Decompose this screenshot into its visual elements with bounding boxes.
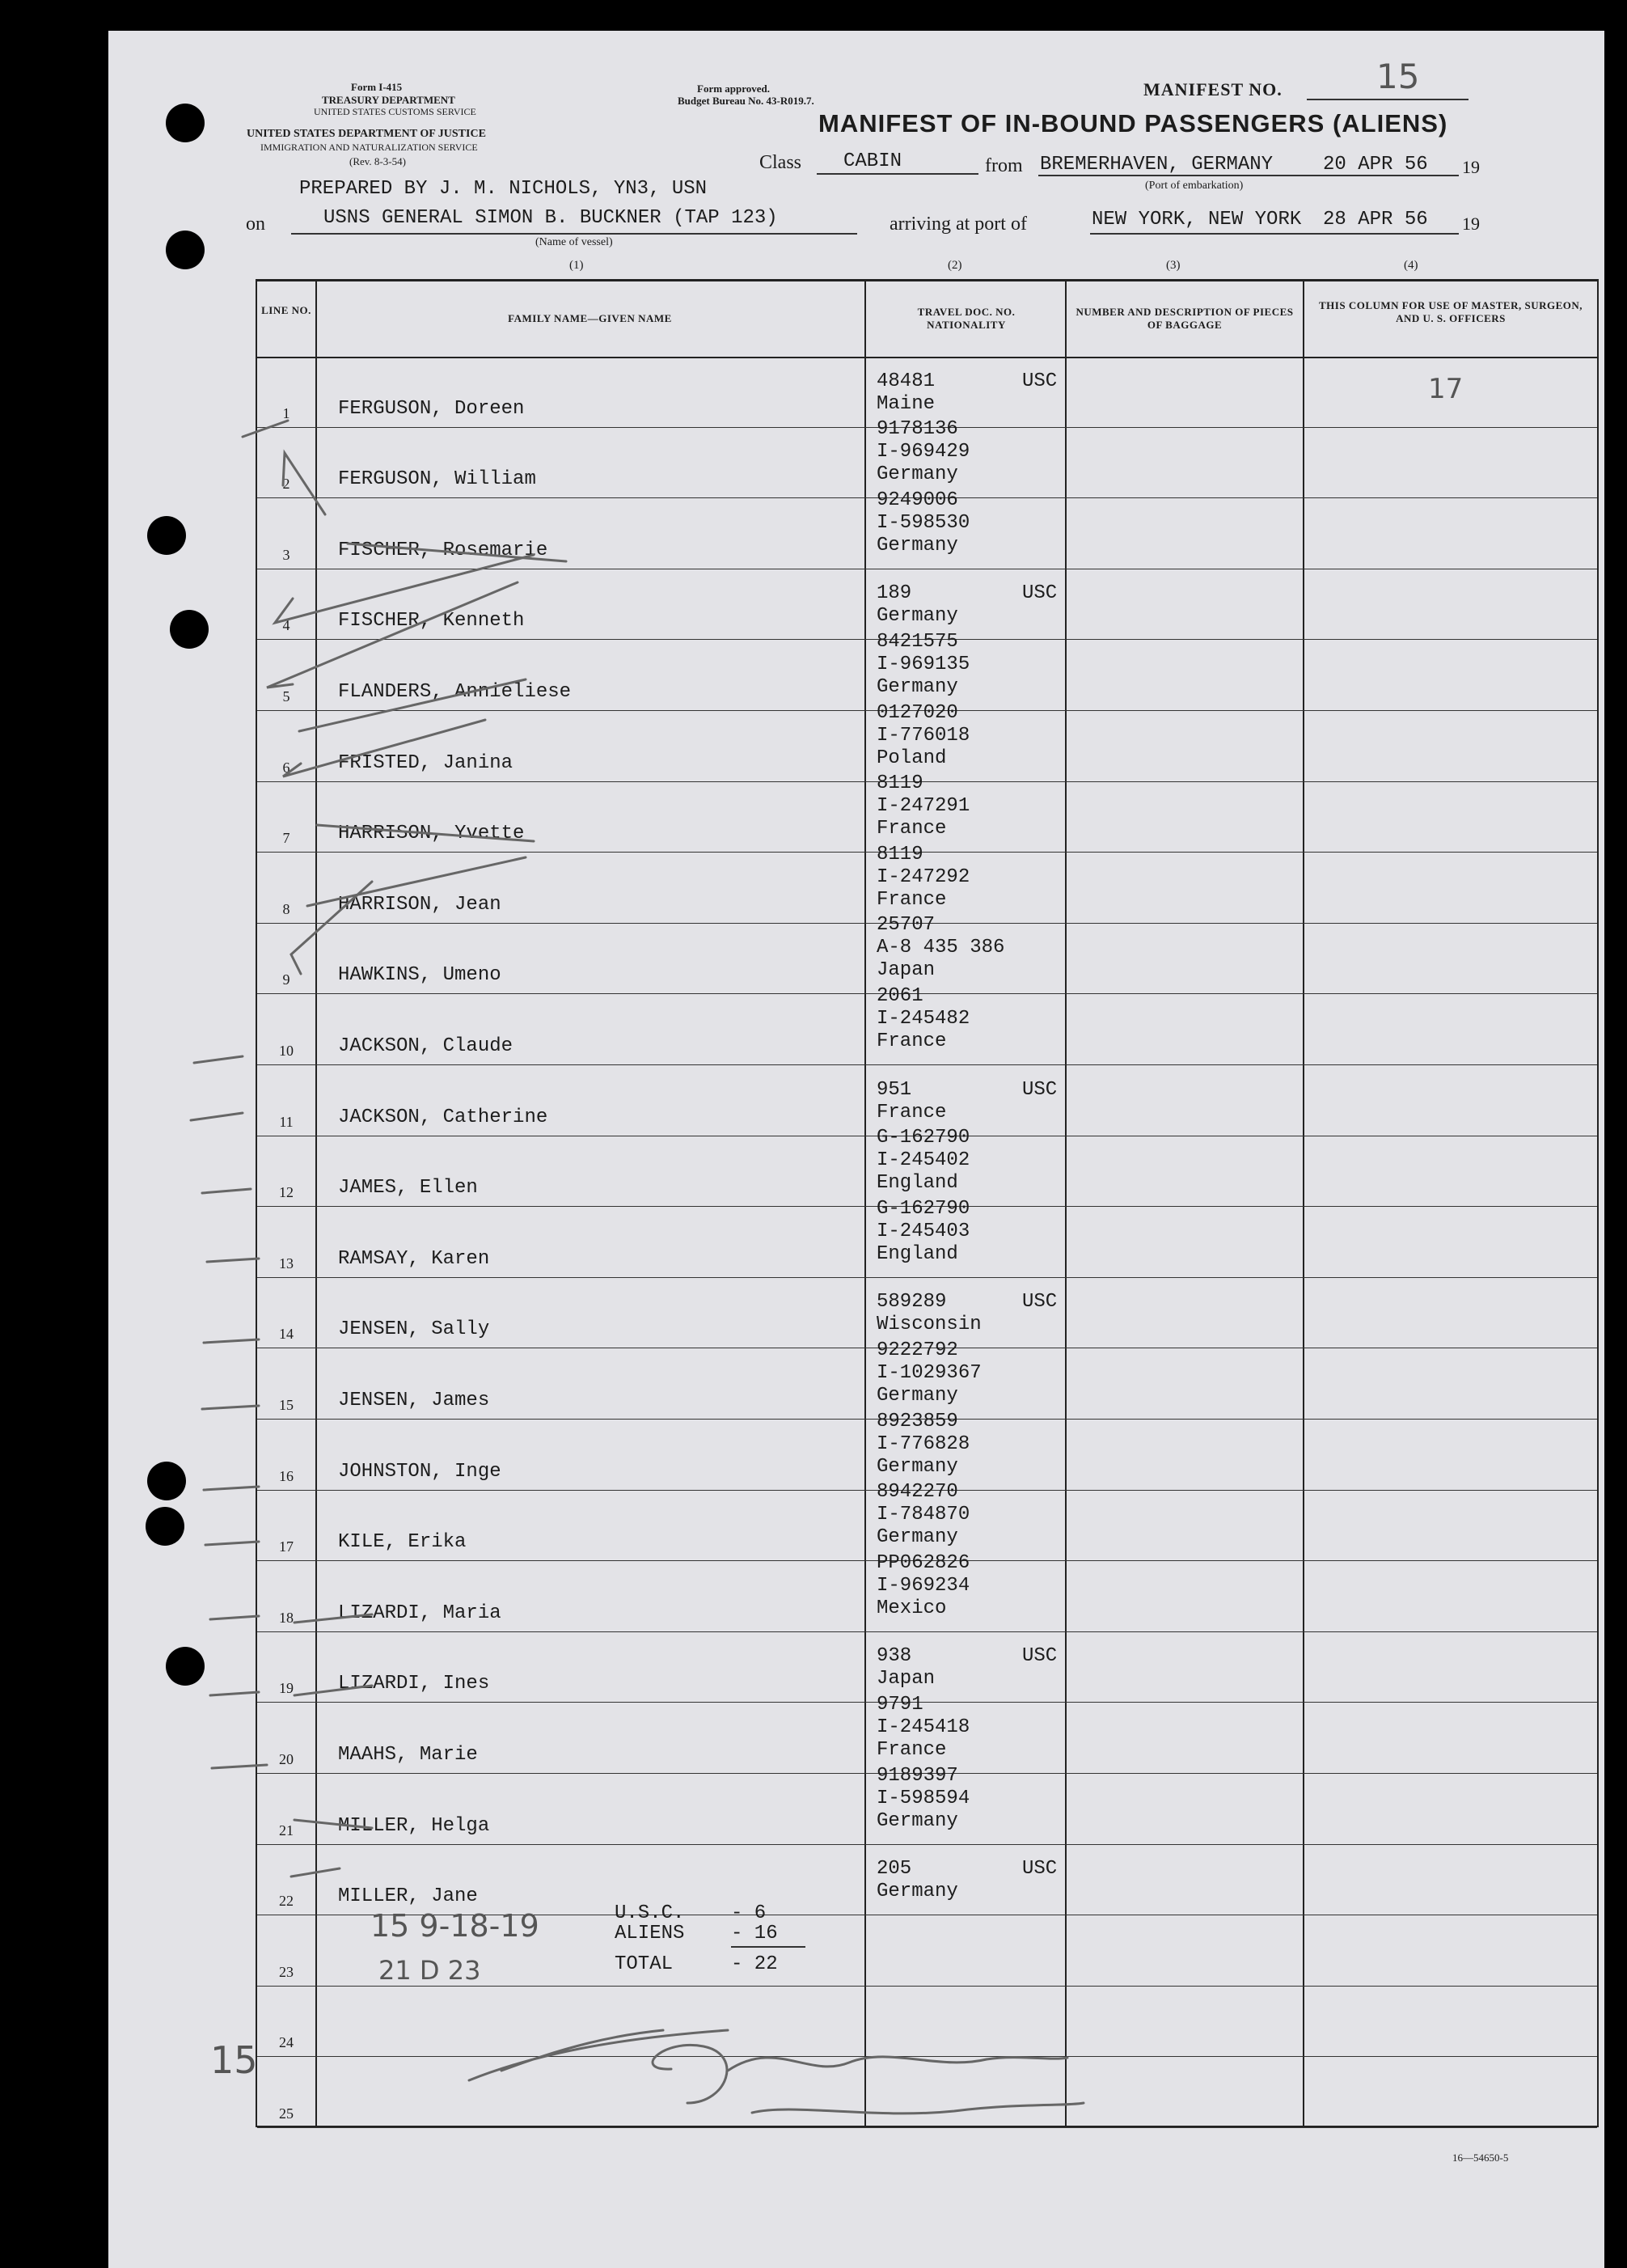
passenger-name: JAMES, Ellen (338, 1177, 478, 1200)
usc-marker: USC (1022, 370, 1058, 392)
check-marks (191, 418, 1084, 2114)
travel-doc-line: I-969234 (877, 1574, 970, 1597)
from-label: from (985, 155, 1023, 176)
travel-doc-line: 25707 (877, 914, 936, 937)
col-num-4: (4) (1404, 259, 1418, 272)
travel-doc-line: Germany (877, 463, 958, 486)
officer-note: 17 (1428, 373, 1464, 405)
form-approved: Form approved. (697, 83, 771, 95)
travel-doc-line: 8942270 (877, 1481, 958, 1504)
passenger-name: JENSEN, James (338, 1389, 490, 1411)
travel-doc-line: 589289 (877, 1291, 947, 1314)
arrival-date: 28 APR 56 (1323, 209, 1428, 231)
line-number: 2 (282, 476, 290, 493)
arrival-port: NEW YORK, NEW YORK (1092, 209, 1302, 231)
line-number: 17 (279, 1538, 294, 1555)
travel-doc-line: France (877, 1738, 947, 1761)
usc-marker: USC (1022, 1291, 1058, 1314)
usc-marker: USC (1022, 1645, 1058, 1668)
line-number: 11 (279, 1113, 294, 1130)
travel-doc-line: France (877, 1030, 947, 1052)
passenger-name: LIZARDI, Ines (338, 1673, 490, 1695)
line-number: 6 (282, 759, 290, 776)
travel-doc-line: Germany (877, 1809, 958, 1832)
travel-doc-line: Japan (877, 1668, 936, 1690)
prepared-by: PREPARED BY J. M. NICHOLS, YN3, USN (299, 178, 708, 200)
passenger-name: JOHNSTON, Inge (338, 1460, 501, 1483)
travel-doc-line: 9189397 (877, 1764, 958, 1787)
travel-doc-line: PP062826 (877, 1551, 970, 1574)
passenger-name: FERGUSON, William (338, 468, 536, 491)
manifest-no-label: MANIFEST NO. (1143, 79, 1283, 99)
aliens-total-label: ALIENS (615, 1923, 685, 1944)
footer-code: 16—54650-5 (1452, 2152, 1509, 2164)
passenger-name: FISCHER, Kenneth (338, 610, 525, 633)
treasury-dept: TREASURY DEPARTMENT (322, 94, 455, 106)
travel-doc-line: 0127020 (877, 701, 958, 724)
travel-doc-line: England (877, 1172, 958, 1195)
form-number: Form I-415 (351, 81, 403, 93)
arrival-year-suffix: 19 (1462, 214, 1480, 234)
travel-doc-line: Germany (877, 675, 958, 698)
travel-doc-line: 9249006 (877, 489, 958, 511)
line-number: 7 (282, 830, 290, 847)
travel-doc-line: I-969429 (877, 441, 970, 463)
line-number: 8 (282, 900, 290, 917)
line-number: 25 (279, 2105, 294, 2122)
vessel-name: USNS GENERAL SIMON B. BUCKNER (TAP 123) (323, 207, 778, 229)
travel-doc-line: Germany (877, 1384, 958, 1407)
col-head-baggage: NUMBER AND DESCRIPTION OF PIECES OF BAGGAGE (1076, 306, 1294, 331)
line-number: 19 (279, 1680, 294, 1697)
travel-doc-line: 938 (877, 1645, 912, 1668)
travel-doc-line: I-598530 (877, 511, 970, 534)
line-number: 10 (279, 1042, 294, 1059)
passenger-name: FRISTED, Janina (338, 751, 513, 774)
travel-doc-line: Germany (877, 1526, 958, 1549)
passenger-name: JENSEN, Sally (338, 1318, 490, 1341)
class-value: CABIN (843, 150, 902, 172)
travel-doc-line: 8923859 (877, 1410, 958, 1432)
travel-doc-line: Germany (877, 605, 958, 628)
col-head-name: FAMILY NAME—GIVEN NAME (508, 312, 672, 324)
passenger-name: KILE, Erika (338, 1531, 467, 1554)
passenger-name: JACKSON, Catherine (338, 1106, 548, 1128)
travel-doc-line: Wisconsin (877, 1314, 982, 1336)
passenger-name: FLANDERS, Annieliese (338, 680, 572, 703)
passenger-name: MILLER, Jane (338, 1885, 478, 1908)
travel-doc-line: 9222792 (877, 1339, 958, 1361)
travel-doc-line: I-776018 (877, 724, 970, 747)
customs-service: UNITED STATES CUSTOMS SERVICE (314, 106, 476, 117)
line-number: 22 (279, 1893, 294, 1910)
col-head-travel: TRAVEL DOC. NO. NATIONALITY (917, 306, 1016, 331)
line-number: 14 (279, 1326, 294, 1343)
revision: (Rev. 8-3-54) (349, 155, 406, 167)
passenger-name: HAWKINS, Umeno (338, 964, 501, 987)
line-number: 24 (279, 2034, 294, 2051)
line-number: 15 (279, 1396, 294, 1413)
travel-doc-line: I-245418 (877, 1716, 970, 1738)
line-number: 12 (279, 1184, 294, 1201)
year-suffix: 19 (1462, 157, 1480, 177)
col-num-1: (1) (569, 259, 584, 272)
passenger-name: FISCHER, Rosemarie (338, 539, 548, 561)
travel-doc-line: 9178136 (877, 418, 958, 441)
grand-total-label: TOTAL (615, 1953, 674, 1975)
manifest-title: MANIFEST OF IN-BOUND PASSENGERS (ALIENS) (818, 109, 1448, 138)
travel-doc-line: I-247292 (877, 865, 970, 888)
passenger-name: FERGUSON, Doreen (338, 397, 525, 420)
manifest-no-value: 15 (1376, 57, 1420, 96)
grand-total-value: - 22 (731, 1953, 778, 1975)
passenger-name: HARRISON, Jean (338, 893, 501, 916)
line-number: 18 (279, 1609, 294, 1626)
col-num-2: (2) (948, 259, 962, 272)
passenger-name: JACKSON, Claude (338, 1035, 513, 1057)
travel-doc-line: I-598594 (877, 1787, 970, 1809)
travel-doc-line: Maine (877, 392, 936, 415)
travel-doc-line: 8119 (877, 843, 923, 865)
travel-doc-line: Germany (877, 1455, 958, 1478)
handwritten-note-2: 21 D 23 (378, 1955, 481, 1986)
line-number: 3 (282, 546, 290, 563)
on-label: on (246, 214, 265, 235)
travel-doc-line: Mexico (877, 1597, 947, 1619)
line-number: 1 (282, 404, 290, 421)
line-number: 9 (282, 971, 290, 988)
ins-service: IMMIGRATION AND NATURALIZATION SERVICE (260, 142, 478, 153)
passenger-name: MILLER, Helga (338, 1814, 490, 1837)
handwritten-note-1: 15 9-18-19 (370, 1908, 539, 1944)
travel-doc-line: France (877, 818, 947, 840)
travel-doc-line: I-245402 (877, 1149, 970, 1172)
travel-doc-line: Poland (877, 747, 947, 769)
col-head-officers: THIS COLUMN FOR USE OF MASTER, SURGEON, AND U. S. OFFICERS (1319, 299, 1583, 324)
travel-doc-line: G-162790 (877, 1127, 970, 1149)
travel-doc-line: I-245403 (877, 1220, 970, 1242)
line-number: 20 (279, 1750, 294, 1767)
travel-doc-line: 205 (877, 1858, 912, 1881)
travel-doc-line: Japan (877, 959, 936, 982)
embark-port: BREMERHAVEN, GERMANY (1040, 154, 1274, 176)
travel-doc-line: I-969135 (877, 653, 970, 675)
travel-doc-line: Germany (877, 534, 958, 556)
travel-doc-line: 951 (877, 1078, 912, 1101)
travel-doc-line: I-776828 (877, 1432, 970, 1455)
travel-doc-line: 189 (877, 582, 912, 605)
usc-marker: USC (1022, 1858, 1058, 1881)
usc-marker: USC (1022, 582, 1058, 605)
budget-bureau: Budget Bureau No. 43-R019.7. (678, 95, 814, 107)
travel-doc-line: 9791 (877, 1694, 923, 1716)
travel-doc-line: I-784870 (877, 1504, 970, 1526)
travel-doc-line: I-247291 (877, 795, 970, 818)
usc-marker: USC (1022, 1078, 1058, 1101)
passenger-name: MAAHS, Marie (338, 1743, 478, 1766)
travel-doc-line: I-1029367 (877, 1361, 982, 1384)
class-label: Class (759, 152, 802, 173)
line-number: 16 (279, 1467, 294, 1484)
travel-doc-line: France (877, 1101, 947, 1123)
travel-doc-line: I-245482 (877, 1007, 970, 1030)
col-head-line-no: LINE NO. (261, 304, 311, 316)
line-number: 5 (282, 688, 290, 705)
travel-doc-line: Germany (877, 1881, 958, 1903)
line-number: 23 (279, 1963, 294, 1980)
embark-date: 20 APR 56 (1323, 154, 1428, 176)
margin-handwriting: 15 (210, 2038, 258, 2082)
passenger-name: HARRISON, Yvette (338, 823, 525, 845)
travel-doc-line: 48481 (877, 370, 936, 392)
travel-doc-line: 2061 (877, 985, 923, 1007)
line-number: 13 (279, 1255, 294, 1272)
vessel-caption: (Name of vessel) (535, 236, 613, 248)
usc-total-label: U.S.C. (615, 1902, 685, 1924)
justice-dept: UNITED STATES DEPARTMENT OF JUSTICE (247, 128, 486, 140)
passenger-name: RAMSAY, Karen (338, 1247, 490, 1270)
line-number: 4 (282, 617, 290, 634)
line-number: 21 (279, 1822, 294, 1839)
aliens-total-value: - 16 (731, 1923, 778, 1944)
col-num-3: (3) (1166, 259, 1181, 272)
usc-total-value: - 6 (731, 1902, 767, 1924)
travel-doc-line: A-8 435 386 (877, 937, 1005, 959)
arriving-label: arriving at port of (890, 214, 1027, 235)
travel-doc-line: 8421575 (877, 631, 958, 653)
travel-doc-line: France (877, 888, 947, 911)
travel-doc-line: 8119 (877, 772, 923, 795)
travel-doc-line: G-162790 (877, 1197, 970, 1220)
passenger-name: LIZARDI, Maria (338, 1602, 501, 1624)
travel-doc-line: England (877, 1242, 958, 1265)
port-embark-caption: (Port of embarkation) (1145, 180, 1244, 192)
